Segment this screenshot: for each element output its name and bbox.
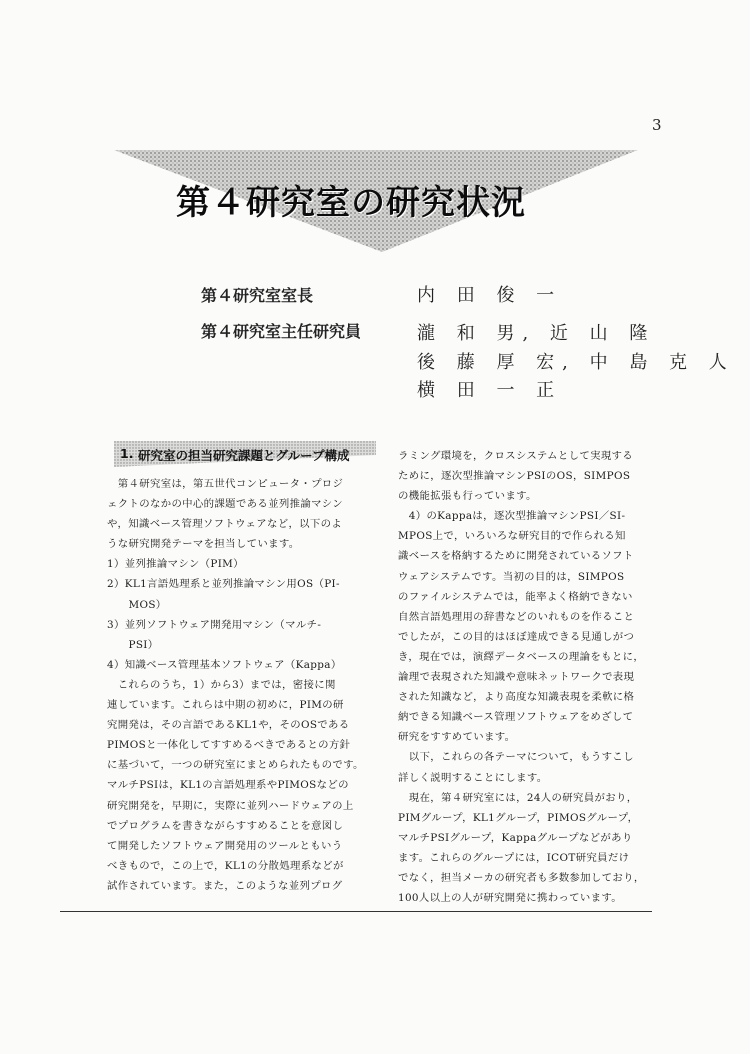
section-heading	[114, 441, 376, 467]
text-line: これらのうち，1）から3）までは，密接に関	[107, 678, 336, 691]
text-line: 連しています。これらは中期の初めに，PIMの研	[107, 699, 344, 712]
text-line: マルチPSIは，KL1の言語処理系やPIMOSなどの	[107, 779, 349, 792]
text-line: ラミング環境を，クロスシステムとして実現する	[398, 450, 634, 462]
text-line: でプログラムを書きながらすすめることを意図し	[107, 819, 344, 832]
staff-role-senior: 第４研究室主任研究員	[201, 322, 362, 341]
page-title: 第４研究室の研究状況	[176, 183, 526, 223]
text-line: 研究開発を，早期に，実際に並列ハードウェアの上	[107, 799, 354, 812]
text-line: された知識など，より高度な知識表現を柔軟に格	[398, 691, 635, 704]
text-line: て開発したソフトウェア開発用のツールともいう	[107, 839, 343, 852]
text-line: の機能拡張も行っています。	[398, 490, 537, 503]
staff-names-head: 内 田 俊 一	[417, 285, 563, 306]
staff-role-head: 第４研究室室長	[201, 286, 314, 305]
text-line: のファイルシステムでは，能率よく格納できない	[398, 590, 633, 603]
right-column	[398, 446, 668, 908]
staff-names-line: 横 田 一 正	[417, 380, 563, 401]
text-line: でなく，担当メーカの研究者も多数参加しており，	[398, 871, 645, 884]
page-number: 3	[652, 116, 662, 134]
text-line: 2）KL1言語処理系と並列推論マシン用OS（PI-	[107, 578, 340, 591]
text-line: 自然言語処理用の辞書などのいれものを作ること	[398, 610, 635, 623]
text-line: ウェアシステムです。当初の目的は，SIMPOS	[398, 570, 625, 583]
text-line: べきもので，この上で，KL1の分散処理系などが	[107, 859, 344, 872]
text-line: マルチPSIグループ，Kappaグループなどがあり	[398, 831, 633, 844]
text-line: 以下，これらの各テーマについて，もうすこし	[398, 751, 634, 764]
text-line: に基づいて，一つの研究室にまとめられたものです。	[107, 759, 364, 772]
section-number: 1.	[120, 446, 134, 461]
text-line: ます。これらのグループには，ICOT研究員だけ	[398, 851, 630, 864]
title-banner	[114, 148, 638, 252]
text-line: 4）知識ベース管理基本ソフトウェア（Kappa）	[107, 658, 342, 671]
staff-names-line: 後 藤 厚 宏, 中 島 克 人	[417, 352, 735, 373]
text-line: 識ベースを格納するために開発されているソフト	[398, 550, 634, 563]
section-heading-text: 研究室の担当研究課題とグループ構成	[138, 448, 350, 463]
text-line: うな研究開発テーマを担当しています。	[107, 538, 300, 551]
text-line: 4）のKappaは，逐次型推論マシンPSI／SI-	[398, 510, 626, 523]
text-line: 第４研究室は，第五世代コンピュータ・プロジ	[107, 478, 344, 490]
text-line: 1）並列推論マシン（PIM）	[107, 558, 244, 571]
text-line: 究開発は，その言語であるKL1や，そのOSである	[107, 719, 350, 732]
text-line: PIMOSと一体化してすすめるべきであるとの方針	[107, 739, 351, 752]
text-line: 論理で表現された知識や意味ネットワークで表現	[398, 671, 635, 684]
footer-rule	[60, 911, 652, 912]
text-line: 100人以上の人が研究開発に携わっています。	[398, 892, 623, 905]
text-line: 現在，第４研究室には，24人の研究員がおり，	[398, 791, 638, 804]
text-line: き，現在では，演繹データベースの理論をもとに，	[398, 650, 645, 663]
text-line: PIMグループ，KL1グループ，PIMOSグループ，	[398, 811, 639, 824]
text-line: でしたが，この目的はほぼ達成できる見通しがつ	[398, 630, 635, 643]
text-line: ェクトのなかの中心的課題である並列推論マシン	[107, 498, 344, 511]
text-line: 研究をすすめています。	[398, 731, 516, 744]
text-line: MPOS上で，いろいろな研究目的で作られる知	[398, 530, 626, 543]
text-line: PSI）	[107, 638, 159, 651]
text-line: や，知識ベース管理ソフトウェアなど，以下のよ	[107, 518, 343, 531]
text-line: 納できる知識ベース管理ソフトウェアをめざして	[398, 711, 634, 724]
staff-names-line: 瀧 和 男, 近 山 隆	[417, 323, 656, 344]
left-column	[107, 474, 373, 896]
text-line: 試作されています。また，このような並列プログ	[107, 879, 343, 892]
text-line: 詳しく説明することにします。	[398, 771, 548, 784]
text-line: ために，逐次型推論マシンPSIのOS，SIMPOS	[398, 470, 631, 483]
text-line: 3）並列ソフトウェア開発用マシン（マルチ-	[107, 618, 322, 631]
text-line: MOS）	[107, 598, 167, 611]
